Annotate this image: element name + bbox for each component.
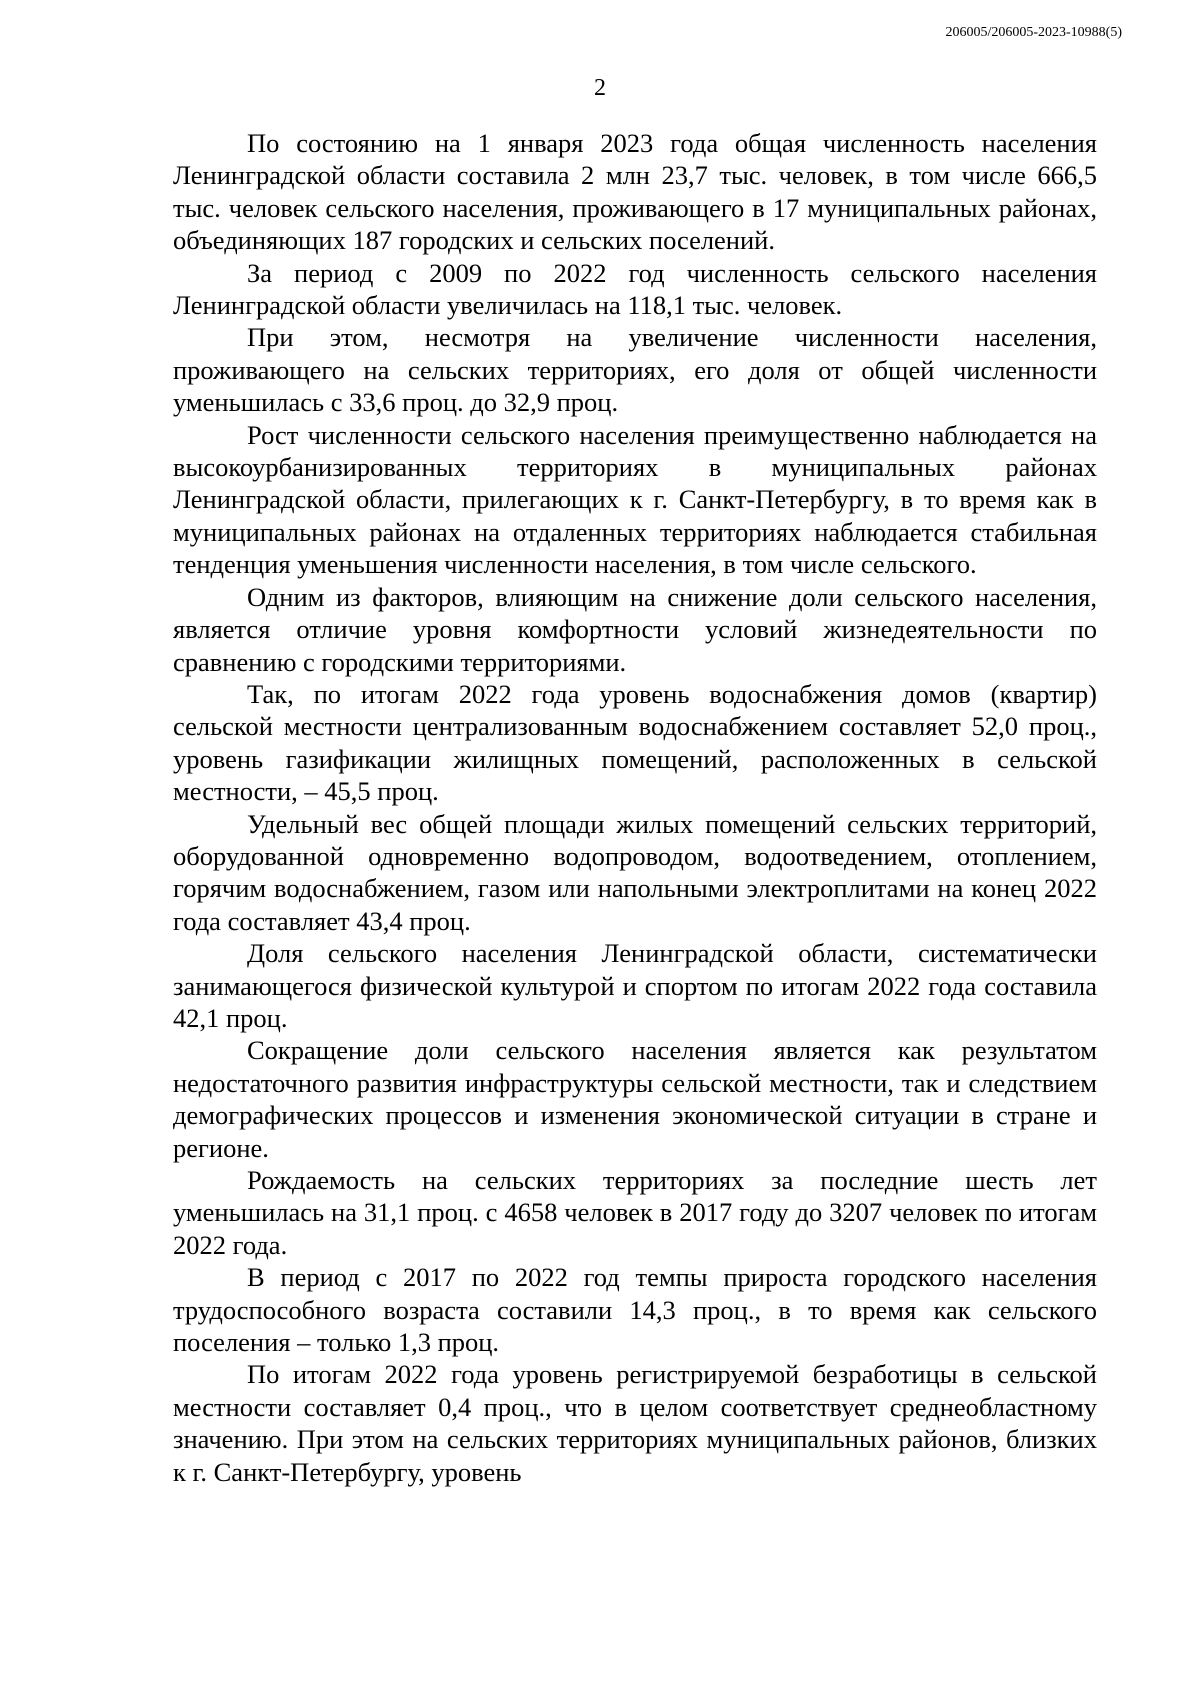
- document-body: [173, 127, 1097, 1488]
- paragraph-urbanized-growth: Рост численности сельского населения преимущественно наблюдается на высокоурбанизированных территориях в муниципальных районах Ленинградской области, прилегающих к г. Санкт-Петербургу, в то время как в муниципальных районах на отдаленных территориях наблюдается стабильная тенденция уменьшения численности населения, в том числе сельского.: [173, 419, 1097, 580]
- paragraph-comfort-factor: Одним из факторов, влияющим на снижение доли сельского населения, является отличие уровня комфортности условий жизнедеятельности по сравнению с городскими территориями.: [173, 581, 1097, 677]
- paragraph-sports: Доля сельского населения Ленинградской области, систематически занимающегося физической культурой и спортом по итогам 2022 года составила 42,1 проц.: [173, 938, 1097, 1033]
- paragraph-water-gas: Так, по итогам 2022 года уровень водоснабжения домов (квартир) сельской местности централизованным водоснабжением составляет 52,0 проц., уровень газификации жилищных помещений, расположенных в сельской местности, – 45,5 проц.: [173, 678, 1097, 807]
- paragraph-rural-growth: За период с 2009 по 2022 год численность сельского населения Ленинградской области увеличилась на 118,1 тыс. человек.: [173, 257, 1097, 321]
- paragraph-unemployment: По итогам 2022 года уровень регистрируемой безработицы в сельской местности составляет 0,4 проц., что в целом соответствует среднеобластному значению. При этом на сельских территориях муниципальных районов, близких к г. Санкт-Петербургу, уровень: [173, 1359, 1097, 1487]
- paragraph-birth-rate: Рождаемость на сельских территориях за последние шесть лет уменьшилась на 31,1 проц. с 4658 человек в 2017 году до 3207 человек по итогам 2022 года.: [173, 1165, 1097, 1260]
- paragraph-housing-amenities: Удельный вес общей площади жилых помещений сельских территорий, оборудованной одновременно водопроводом, водоотведением, отоплением, горячим водоснабжением, газом или напольными электроплитами на конец 2022 года составляет 43,4 проц.: [173, 808, 1097, 936]
- paragraph-population-total: По состоянию на 1 января 2023 года общая численность населения Ленинградской области составила 2 млн 23,7 тыс. человек, в том числе 666,5 тыс. человек сельского населения, проживающего в 17 муниципальных районах, объединяющих 187 городских и сельских поселений.: [173, 128, 1097, 256]
- paragraph-decline-causes: Сокращение доли сельского населения является как результатом недостаточного развития инфраструктуры сельской местности, так и следствием демографических процессов и изменения экономической ситуации в стране и регионе.: [173, 1035, 1097, 1163]
- page-number: 2: [594, 75, 606, 101]
- document-id: 206005/206005-2023-10988(5): [945, 25, 1122, 40]
- paragraph-rural-share: При этом, несмотря на увеличение численности населения, проживающего на сельских территориях, его доля от общей численности уменьшилась с 33,6 проц. до 32,9 проц.: [173, 322, 1097, 418]
- paragraph-working-age: В период с 2017 по 2022 год темпы прироста городского населения трудоспособного возраста составили 14,3 проц., в то время как сельского поселения – только 1,3 проц.: [173, 1262, 1097, 1358]
